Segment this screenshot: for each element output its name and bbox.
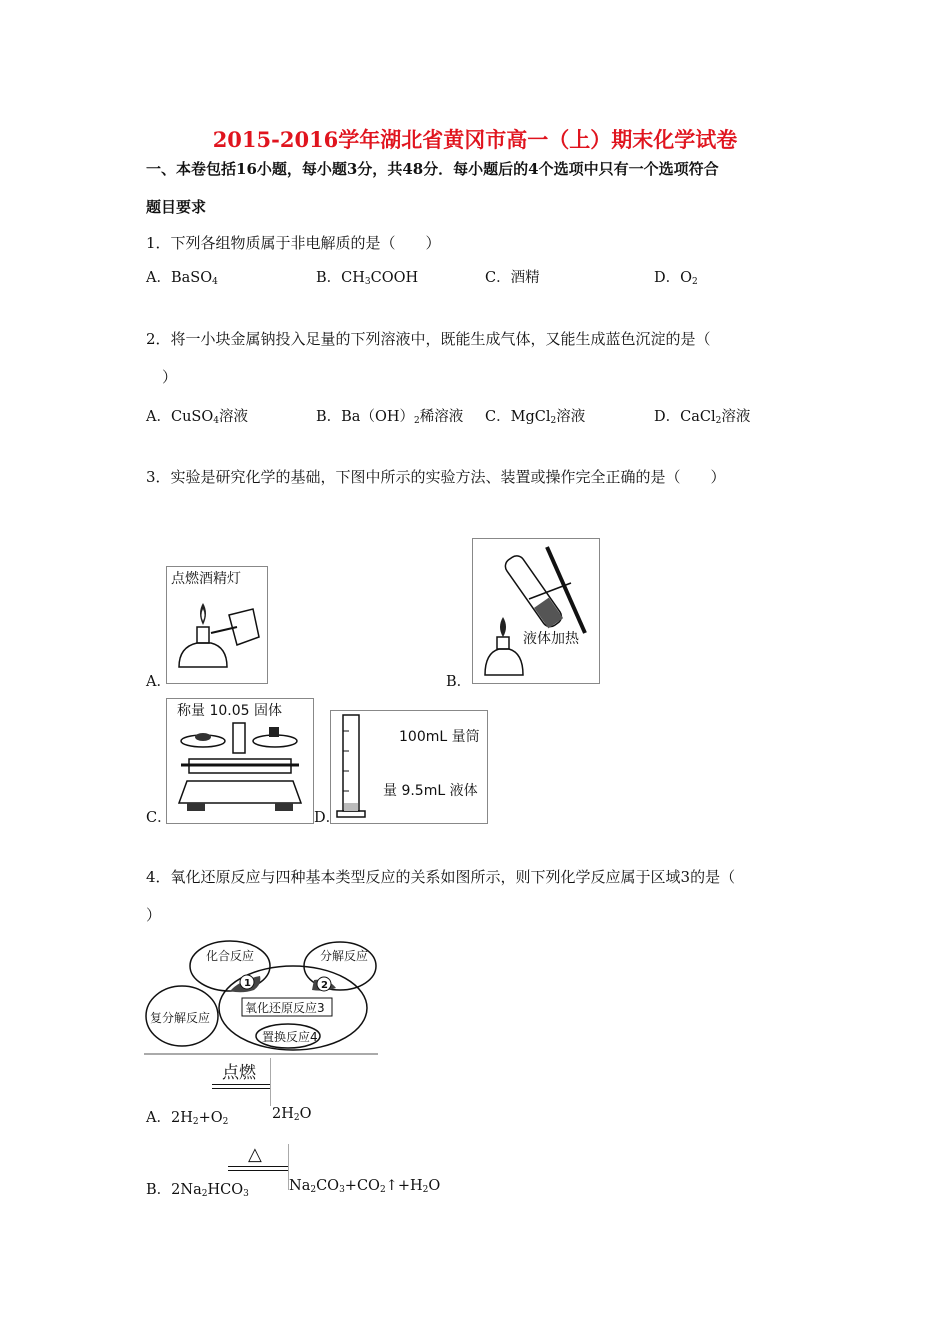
figure-b-liquid-heating bbox=[472, 538, 600, 684]
q2-option-d: D．CaCl$_2$溶液 bbox=[654, 409, 751, 426]
q3-option-a: A． bbox=[146, 674, 171, 690]
q4-option-b: B．$2Na_2HCO_3$ bbox=[146, 1182, 249, 1199]
question-1-stem: 1．下列各组物质属于非电解质的是（ ） bbox=[146, 234, 441, 252]
reaction-relationship-diagram bbox=[144, 936, 378, 1056]
figure-b-caption: 液体加热 bbox=[523, 631, 579, 647]
question-3-stem: 3．实验是研究化学的基础，下图中所示的实验方法、装置或操作完全正确的是（ ） bbox=[146, 468, 726, 486]
q4-option-a-product: $2H_2O$ bbox=[272, 1106, 312, 1123]
q2-option-b: B．$Ba(OH)_2$稀溶液 bbox=[316, 409, 464, 426]
q3-option-d: D． bbox=[314, 810, 341, 826]
figure-d-caption-top: 100mL 量筒 bbox=[399, 729, 480, 745]
figure-a-alcohol-lamp bbox=[166, 566, 268, 684]
q1-option-a: A．BaSO$_4$ bbox=[146, 270, 218, 287]
condition-ignite-text: 点燃 bbox=[222, 1063, 256, 1083]
question-4-stem-cont: ） bbox=[146, 906, 162, 924]
question-2-stem: 2．将一小块金属钠投入足量的下列溶液中，既能生成气体，又能生成蓝色沉淀的是（ bbox=[146, 330, 711, 348]
double-decomposition-label: 复分解反应 bbox=[150, 1011, 211, 1025]
q2-option-c: C．MgCl$_2$溶液 bbox=[485, 409, 586, 426]
q1-option-b: B．$CH_3COOH$ bbox=[316, 270, 419, 287]
q4-option-b-product: $Na_2CO_3+CO_2↑+H_2O$ bbox=[289, 1178, 441, 1195]
condition-heat-symbol: △ bbox=[248, 1144, 262, 1165]
figure-d-graduated-cylinder bbox=[330, 710, 488, 824]
figure-a-caption: 点燃酒精灯 bbox=[171, 571, 241, 587]
q1-option-d: D．$O_2$ bbox=[654, 270, 698, 287]
decomposition-label: 分解反应 bbox=[320, 949, 369, 963]
q2-option-a: A．CuSO$_4$溶液 bbox=[146, 409, 248, 426]
figure-d-caption-bottom: 量 9.5mL 液体 bbox=[383, 783, 478, 799]
displacement-label: 置换反应4 bbox=[262, 1030, 318, 1044]
q4-option-a: A．$2H_2+O_2$ bbox=[146, 1110, 229, 1127]
figure-c-balance bbox=[166, 698, 314, 824]
redox-label: 氧化还原反应3 bbox=[245, 1001, 325, 1015]
q3-option-c: C． bbox=[146, 810, 172, 826]
question-2-stem-cont: ） bbox=[162, 368, 178, 386]
q1-option-c: C．酒精 bbox=[485, 270, 540, 286]
q3-option-b: B． bbox=[446, 674, 472, 690]
region-1-label: 1 bbox=[244, 978, 251, 989]
figure-c-caption: 称量 10.05 固体 bbox=[177, 703, 282, 719]
section-heading-cont: 题目要求 bbox=[146, 198, 207, 216]
section-heading: 一、本卷包括16小题，每小题3分，共48分．每小题后的4个选项中只有一个选项符合 bbox=[146, 160, 719, 178]
q4-option-a-condition bbox=[212, 1058, 272, 1108]
question-4-stem: 4．氧化还原反应与四种基本类型反应的关系如图所示，则下列化学反应属于区域3的是（ bbox=[146, 868, 736, 886]
page-title: 2015-2016学年湖北省黄冈市高一（上）期末化学试卷 bbox=[212, 127, 738, 152]
combination-label: 化合反应 bbox=[206, 949, 255, 963]
region-2-label: 2 bbox=[321, 980, 328, 991]
